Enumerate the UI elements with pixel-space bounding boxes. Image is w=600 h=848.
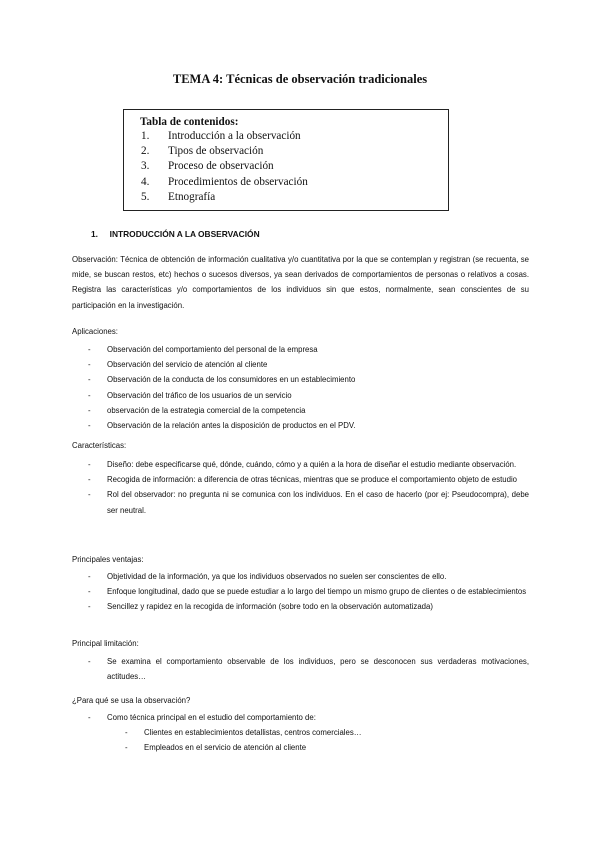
- toc-item: [140, 190, 448, 205]
- toc-item-number: 5.: [141, 190, 150, 203]
- toc-item: [140, 175, 448, 190]
- list-item: - observación de la estrategia comercial de la competencia: [88, 403, 529, 418]
- toc-item-number: 1.: [141, 130, 150, 142]
- caracteristicas-list: [88, 457, 529, 518]
- list-item: - Como técnica principal en el estudio del comportamiento de:: [88, 710, 529, 725]
- list-item: - Observación del tráfico de los usuarios de un servicio: [88, 388, 529, 403]
- toc-item-number: 2.: [141, 145, 150, 158]
- para-que-sublist: [125, 725, 525, 755]
- toc-item-number: 3.: [141, 160, 150, 173]
- para-que-label: ¿Para qué se usa la observación?: [72, 696, 191, 705]
- caracteristicas-label: Características:: [72, 441, 127, 450]
- list-item: - Objetividad de la información, ya que los individuos observados no suelen ser conscientes de ello.: [88, 569, 529, 584]
- ventajas-label: Principales ventajas:: [72, 555, 144, 564]
- list-item: - Observación de la conducta de los consumidores en un establecimiento: [88, 372, 529, 387]
- list-item: - Sencillez y rapidez en la recogida de información (sobre todo en la observación automatizada): [88, 599, 529, 614]
- document-title: TEMA 4: Técnicas de observación tradicionales: [172, 72, 428, 86]
- toc-item-label: Etnografía: [168, 190, 216, 203]
- ventajas-list: [88, 569, 529, 615]
- toc-item: [140, 129, 448, 144]
- toc-item-label: Introducción a la observación: [168, 130, 301, 142]
- sub-list-item: - Clientes en establecimientos detallistas, centros comerciales…: [125, 725, 525, 740]
- list-item: - Observación de la relación antes la disposición de productos en el PDV.: [88, 418, 529, 433]
- list-item: - Enfoque longitudinal, dado que se puede estudiar a lo largo del tiempo un mismo grupo de clientes o de establecimientos: [88, 584, 529, 599]
- section-heading: [91, 229, 260, 239]
- toc-item-label: Procedimientos de observación: [168, 175, 308, 188]
- toc-item-number: 4.: [141, 175, 150, 188]
- toc-item-label: Proceso de observación: [168, 160, 274, 173]
- list-item: - Diseño: debe especificarse qué, dónde, cuándo, cómo y a quién a la hora de diseñar el estudio mediante observación.: [88, 457, 529, 472]
- table-of-contents: [123, 109, 449, 211]
- section-title: INTRODUCCIÓN A LA OBSERVACIÓN: [109, 229, 260, 239]
- list-item: - Recogida de información: a diferencia de otras técnicas, mientras que se produce el comportamiento objeto de estudio: [88, 472, 529, 487]
- list-item: - Observación del servicio de atención al cliente: [88, 357, 529, 372]
- list-item: - Se examina el comportamiento observable de los individuos, pero se desconocen sus verdaderas motivaciones, actitudes…: [88, 654, 529, 684]
- sub-list-item: - Empleados en el servicio de atención al cliente: [125, 740, 525, 755]
- limitacion-label: Principal limitación:: [72, 639, 139, 648]
- section-number: 1.: [91, 229, 98, 239]
- toc-item: [140, 144, 448, 159]
- toc-title: Tabla de contenidos:: [140, 116, 239, 128]
- list-item: - Rol del observador: no pregunta ni se comunica con los individuos. En el caso de hacerlo (por ej: Pseudocompra), debe ser neutral.: [88, 487, 529, 517]
- toc-item-label: Tipos de observación: [168, 145, 264, 158]
- para-que-list: [88, 710, 529, 725]
- observacion-paragraph: Observación: Técnica de obtención de información cualitativa y/o cuantitativa por la que se contemplan y registran (se recuenta, se mide, se buscan restos, etc) hechos o sucesos diversos, ya sean derivados de comportamientos de personas o relativos a cosas. Registra las características y/o comportamientos de los individuos sin que estos, normalmente, sean conscientes de su participación en la investigación.: [72, 255, 529, 310]
- list-item: - Observación del comportamiento del personal de la empresa: [88, 342, 529, 357]
- aplicaciones-label: Aplicaciones:: [72, 327, 118, 336]
- aplicaciones-list: [88, 342, 529, 433]
- toc-item: [140, 159, 448, 174]
- limitacion-list: [88, 654, 529, 684]
